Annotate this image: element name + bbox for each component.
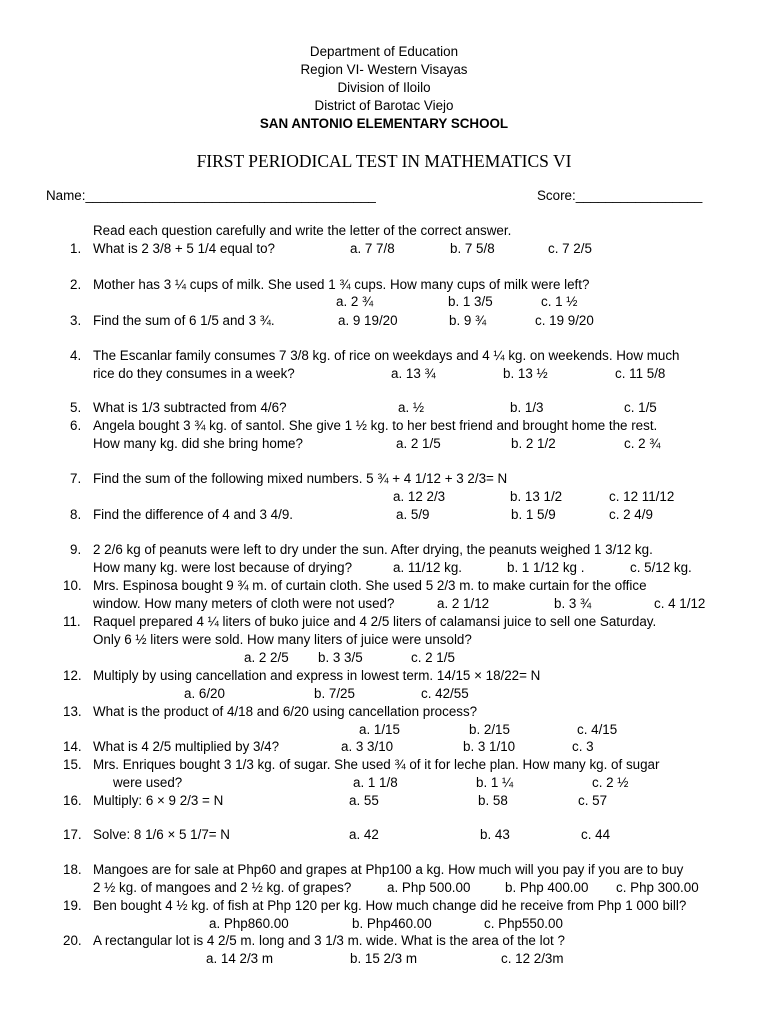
choice-b: b. 2/15	[469, 722, 510, 737]
question-number: 10.	[63, 578, 82, 593]
choice-a: a. 5/9	[396, 507, 430, 522]
choice-b: b. 9 ¾	[449, 313, 487, 328]
question-text: Multiply by using cancellation and express in lowest term. 14/15 × 18/22= N	[93, 668, 541, 683]
choice-b: b. Php 400.00	[505, 880, 589, 895]
question-text: What is 2 3/8 + 5 1/4 equal to?	[93, 241, 276, 256]
question-text: 2 2/6 kg of peanuts were left to dry under the sun. After drying, the peanuts weighed 1 3/12 kg.	[93, 542, 653, 557]
choice-b: b. 2 1/2	[511, 436, 556, 451]
choice-c: c. 12 11/12	[609, 489, 675, 504]
question-number: 16.	[63, 793, 82, 808]
choice-c: c. 44	[581, 827, 611, 842]
question-text-cont: rice do they consumes in a week?	[93, 366, 295, 381]
question-number: 18.	[63, 862, 82, 877]
question-text: What is 4 2/5 multiplied by 3/4?	[93, 739, 280, 754]
choice-a: a. 2 1/5	[396, 436, 441, 451]
choice-b: b. 15 2/3 m	[350, 951, 417, 966]
choice-c: c. 4/15	[577, 722, 618, 737]
question-number: 3.	[70, 313, 82, 328]
question-number: 11.	[63, 614, 81, 629]
choice-c: c. 2 ¾	[624, 436, 661, 451]
school-name: SAN ANTONIO ELEMENTARY SCHOOL	[259, 116, 509, 131]
question-number: 2.	[70, 277, 82, 292]
choice-a: a. 6/20	[184, 686, 225, 701]
question-number: 1.	[70, 241, 82, 256]
choice-a: a. 1/15	[359, 722, 400, 737]
question-number: 7.	[70, 471, 82, 486]
score-field: Score:_________________	[537, 188, 703, 203]
instruction: Read each question carefully and write the letter of the correct answer.	[93, 223, 512, 238]
choice-c: c. 12 2/3m	[501, 951, 564, 966]
question-number: 12.	[63, 668, 82, 683]
choice-a: a. 12 2/3	[393, 489, 446, 504]
question-number: 5.	[70, 400, 82, 415]
choice-b: b. 3 ¾	[554, 596, 592, 611]
question-number: 15.	[63, 757, 82, 772]
question-text-cont: How many kg. did she bring home?	[93, 436, 303, 451]
choice-c: c. 11 5/8	[615, 366, 666, 381]
choice-a: a. 2 2/5	[244, 650, 289, 665]
question-number: 9.	[70, 542, 82, 557]
question-text: Mangoes are for sale at Php60 and grapes at Php100 a kg. How much will you pay if you are to buy	[93, 862, 684, 877]
choice-c: c. 19 9/20	[535, 313, 594, 328]
question-number: 19.	[63, 898, 82, 913]
choice-b: b. 1 ¼	[476, 775, 514, 790]
choice-c: c. 3	[572, 739, 594, 754]
choice-a: a. 3 3/10	[341, 739, 394, 754]
header-division: Division of Iloilo	[337, 80, 431, 95]
question-text: Solve: 8 1/6 × 5 1/7= N	[93, 827, 230, 842]
question-text: What is the product of 4/18 and 6/20 using cancellation process?	[93, 704, 478, 719]
question-text: Find the difference of 4 and 3 4/9.	[93, 507, 294, 522]
question-text: Find the sum of 6 1/5 and 3 ¾.	[93, 313, 275, 328]
choice-a: a. 14 2/3 m	[206, 951, 273, 966]
question-text: Mrs. Espinosa bought 9 ¾ m. of curtain cloth. She used 5 2/3 m. to make curtain for the office	[93, 578, 647, 593]
choice-b: b. Php460.00	[352, 916, 432, 931]
choice-a: a. 2 1/12	[437, 596, 490, 611]
choice-b: b. 3 1/10	[463, 739, 516, 754]
question-number: 14.	[63, 739, 82, 754]
question-number: 17.	[63, 827, 82, 842]
choice-a: a. 2 ¾	[336, 294, 374, 309]
choice-b: b. 1 1/12 kg .	[507, 560, 585, 575]
name-field: Name:_______________________________________	[46, 188, 376, 203]
question-text-cont: were used?	[113, 775, 183, 790]
choice-c: c. Php550.00	[484, 916, 563, 931]
question-text: What is 1/3 subtracted from 4/6?	[93, 400, 287, 415]
question-text: Multiply: 6 × 9 2/3 = N	[93, 793, 224, 808]
choice-b: b. 1 3/5	[448, 294, 493, 309]
choice-a: a. 55	[349, 793, 379, 808]
choice-b: b. 58	[478, 793, 508, 808]
question-number: 13.	[63, 704, 82, 719]
choice-a: a. 7 7/8	[350, 241, 395, 256]
choice-c: c. 2 ½	[592, 775, 629, 790]
question-text: Mother has 3 ¼ cups of milk. She used 1 ¾ cups. How many cups of milk were left?	[93, 277, 590, 292]
header-district: District of Barotac Viejo	[314, 98, 454, 113]
choice-c: c. 57	[578, 793, 608, 808]
question-text-cont: Only 6 ½ liters were sold. How many liters of juice were unsold?	[93, 632, 472, 647]
choice-a: a. 13 ¾	[391, 366, 436, 381]
choice-b: b. 7 5/8	[450, 241, 495, 256]
choice-c: c. 2 1/5	[411, 650, 455, 665]
question-number: 20.	[63, 933, 82, 948]
choice-a: a. 42	[349, 827, 379, 842]
choice-b: b. 43	[480, 827, 510, 842]
choice-b: b. 1 5/9	[511, 507, 556, 522]
choice-c: c. 1/5	[624, 400, 657, 415]
question-text: A rectangular lot is 4 2/5 m. long and 3 1/3 m. wide. What is the area of the lot ?	[93, 933, 565, 948]
question-text: The Escanlar family consumes 7 3/8 kg. of rice on weekdays and 4 ¼ kg. on weekends. How much	[93, 348, 680, 363]
choice-b: b. 13 ½	[503, 366, 548, 381]
question-number: 8.	[70, 507, 82, 522]
choice-a: a. Php 500.00	[387, 880, 471, 895]
header-region: Region VI- Western Visayas	[300, 62, 468, 77]
choice-a: a. 11/12 kg.	[393, 560, 462, 575]
header-department: Department of Education	[309, 44, 459, 59]
question-text: Raquel prepared 4 ¼ liters of buko juice and 4 2/5 liters of calamansi juice to sell one Saturday.	[93, 614, 657, 629]
question-text: Mrs. Enriques bought 3 1/3 kg. of sugar. She used ¾ of it for leche plan. How many kg. of sugar	[93, 757, 660, 772]
choice-b: b. 7/25	[314, 686, 355, 701]
choice-a: a. 1 1/8	[353, 775, 398, 790]
question-text-cont: 2 ½ kg. of mangoes and 2 ½ kg. of grapes?	[93, 880, 352, 895]
choice-c: c. Php 300.00	[616, 880, 699, 895]
choice-c: c. 5/12 kg.	[630, 560, 692, 575]
question-text: Find the sum of the following mixed numbers. 5 ¾ + 4 1/12 + 3 2/3= N	[93, 471, 508, 486]
choice-b: b. 3 3/5	[318, 650, 363, 665]
choice-a: a. Php860.00	[209, 916, 289, 931]
choice-a: a. ½	[398, 400, 425, 415]
choice-b: b. 13 1/2	[510, 489, 563, 504]
question-number: 6.	[70, 418, 82, 433]
question-text-cont: How many kg. were lost because of drying?	[93, 560, 353, 575]
test-title: FIRST PERIODICAL TEST IN MATHEMATICS VI	[196, 151, 572, 171]
choice-c: c. 1 ½	[541, 294, 578, 309]
choice-a: a. 9 19/20	[338, 313, 398, 328]
question-text-cont: window. How many meters of cloth were not used?	[93, 596, 395, 611]
choice-c: c. 42/55	[421, 686, 469, 701]
choice-c: c. 7 2/5	[548, 241, 592, 256]
question-number: 4.	[70, 348, 82, 363]
question-text: Ben bought 4 ½ kg. of fish at Php 120 per kg. How much change did he receive from Php 1 000 bill?	[93, 898, 687, 913]
question-text: Angela bought 3 ¾ kg. of santol. She give 1 ½ kg. to her best friend and brought home the rest.	[93, 418, 658, 433]
choice-c: c. 2 4/9	[609, 507, 653, 522]
choice-c: c. 4 1/12	[654, 596, 706, 611]
choice-b: b. 1/3	[510, 400, 544, 415]
